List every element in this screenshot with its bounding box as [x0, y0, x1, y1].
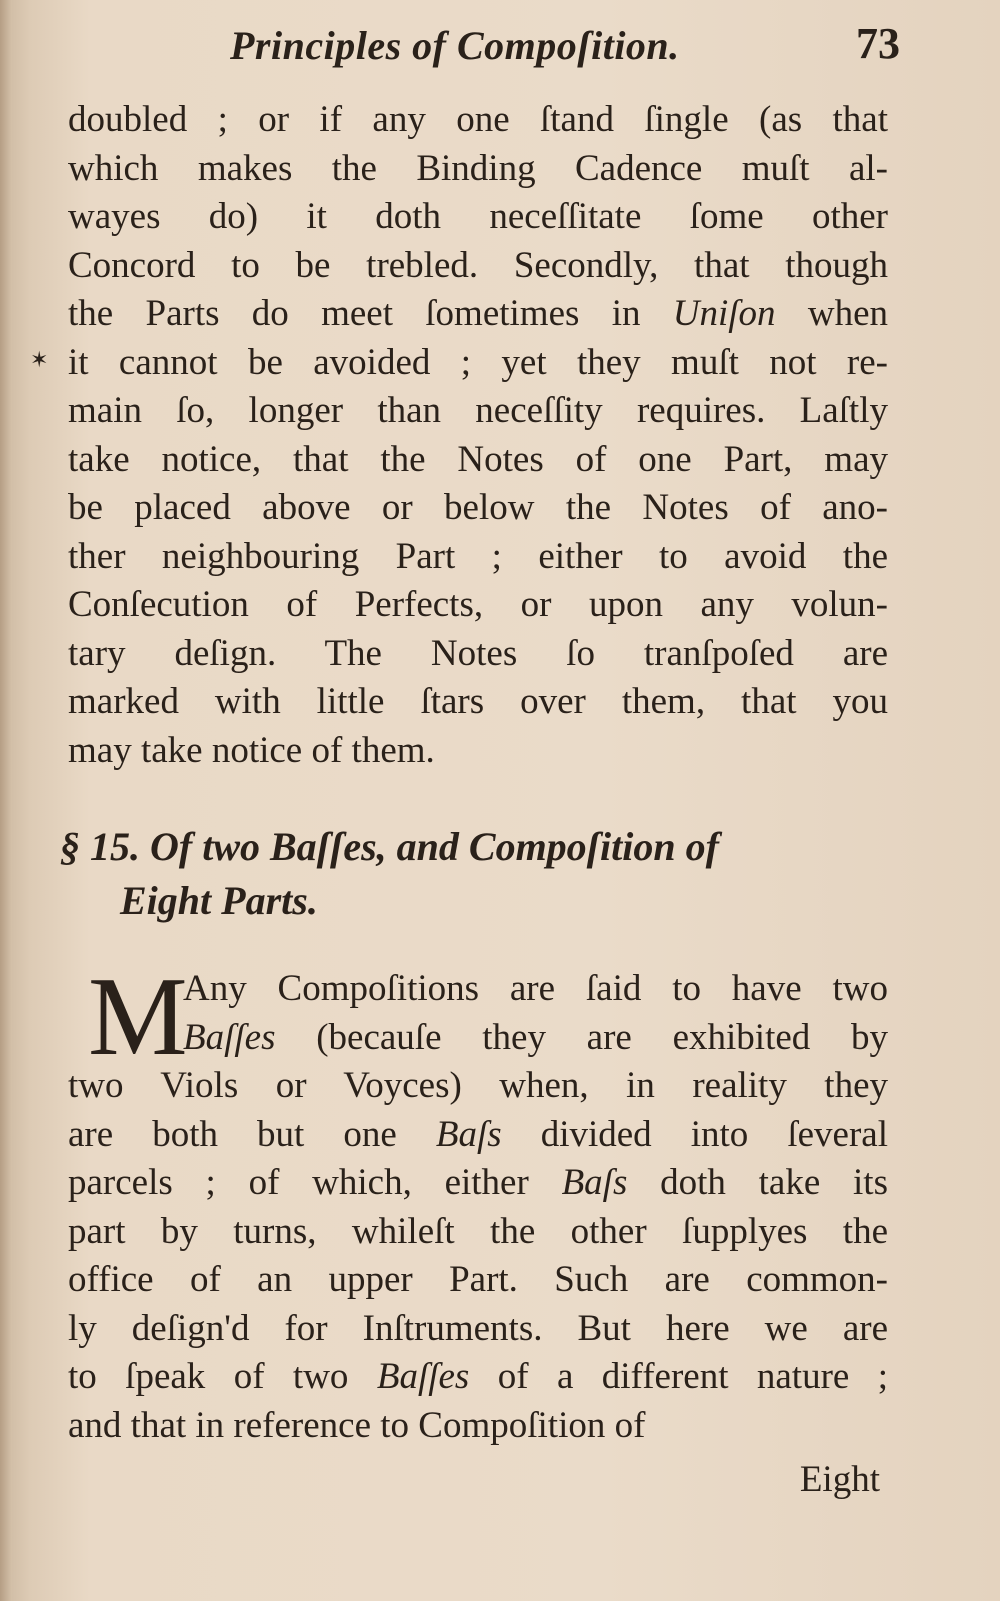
text-run: parcels ; of which, either: [68, 1162, 562, 1203]
italic-term: Baſs: [435, 1113, 502, 1155]
text-line: [68, 1305, 888, 1354]
paragraph-continued: [68, 96, 888, 775]
text-line: [68, 290, 888, 339]
margin-star-mark: ✶: [30, 348, 49, 373]
text-run: wayes do) it doth neceſſitate ſome other: [68, 196, 888, 237]
section-heading-line-1: § 15. Of two Baſſes, and Compoſition of: [60, 824, 719, 869]
text-line: [68, 1159, 888, 1208]
text-run: may take notice of them.: [68, 729, 435, 771]
text-run: Concord to be trebled. Secondly, that though: [68, 244, 888, 286]
text-run: marked with little ſtars over them, that you: [68, 681, 888, 722]
text-line: [68, 242, 888, 291]
section-body: [68, 955, 889, 1450]
text-run: the Parts do meet ſometimes in: [68, 293, 673, 334]
text-run: ther neighbouring Part ; either to avoid the: [68, 535, 888, 577]
text-line: [68, 630, 888, 679]
text-line: [68, 1014, 888, 1063]
page-number: 73: [856, 19, 900, 68]
text-line: [68, 533, 888, 582]
text-run: to ſpeak of two: [68, 1356, 377, 1397]
section-paragraph: [68, 955, 889, 1450]
text-line: [68, 484, 888, 533]
text-run: office of an upper Part. Such are common-: [68, 1259, 888, 1300]
catchword: Eight: [799, 1459, 880, 1500]
drop-capital: M: [88, 955, 188, 1079]
page-header: [220, 18, 900, 78]
text-run: main ſo, longer than neceſſity requires. Laſtly: [68, 390, 888, 431]
text-line: [68, 1208, 888, 1257]
text-run: part by turns, whileſt the other ſupplyes the: [68, 1210, 888, 1252]
text-run: Conſecution of Perfects, or upon any volun-: [68, 584, 888, 625]
text-line: [68, 96, 888, 145]
text-run: doubled ; or if any one ſtand ſingle (as that: [68, 99, 888, 140]
text-line: [68, 145, 888, 194]
page-edge-shadow: [0, 0, 12, 1601]
text-line: [68, 1256, 888, 1305]
text-run: when: [775, 293, 888, 334]
text-run: divided into ſeveral: [501, 1113, 888, 1155]
text-run: which makes the Binding Cadence muſt al-: [68, 147, 888, 189]
text-line: [68, 387, 888, 436]
text-line: [68, 678, 888, 727]
text-line: [68, 193, 888, 242]
text-run: are both but one: [68, 1113, 436, 1155]
text-run: ly deſign'd for Inſtruments. But here we are: [68, 1307, 888, 1349]
text-line: [68, 1402, 888, 1451]
text-run: Any Compoſitions are ſaid to have two: [183, 968, 888, 1009]
italic-term: Uniſon: [672, 293, 776, 334]
text-run: take notice, that the Notes of one Part, may: [68, 438, 888, 480]
text-line: [68, 581, 888, 630]
text-line: [68, 1111, 888, 1160]
text-run: tary deſign. The Notes ſo tranſpoſed are: [68, 632, 888, 674]
text-line: [68, 965, 888, 1014]
text-run: of a different nature ;: [469, 1356, 889, 1397]
text-run: and that in reference to Compoſition of: [68, 1404, 646, 1446]
text-run: (becauſe they are exhibited by: [275, 1016, 888, 1058]
text-run: two Viols or Voyces) when, in reality they: [68, 1065, 888, 1106]
italic-term: Baſs: [561, 1162, 628, 1203]
text-line: [68, 1062, 888, 1111]
italic-term: Baſſes: [183, 1016, 276, 1058]
text-line: [68, 339, 888, 388]
running-head: Principles of Compoſition.: [230, 23, 680, 68]
text-run: be placed above or below the Notes of ano-: [68, 487, 888, 528]
text-run: it cannot be avoided ; yet they muſt not re-: [68, 341, 888, 383]
section-heading: [60, 820, 890, 928]
text-line: [68, 727, 888, 776]
text-line: [68, 1353, 888, 1402]
section-heading-line-2: Eight Parts.: [120, 878, 318, 923]
text-line: [68, 436, 888, 485]
italic-term: Baſſes: [376, 1356, 470, 1397]
text-run: doth take its: [627, 1162, 888, 1203]
